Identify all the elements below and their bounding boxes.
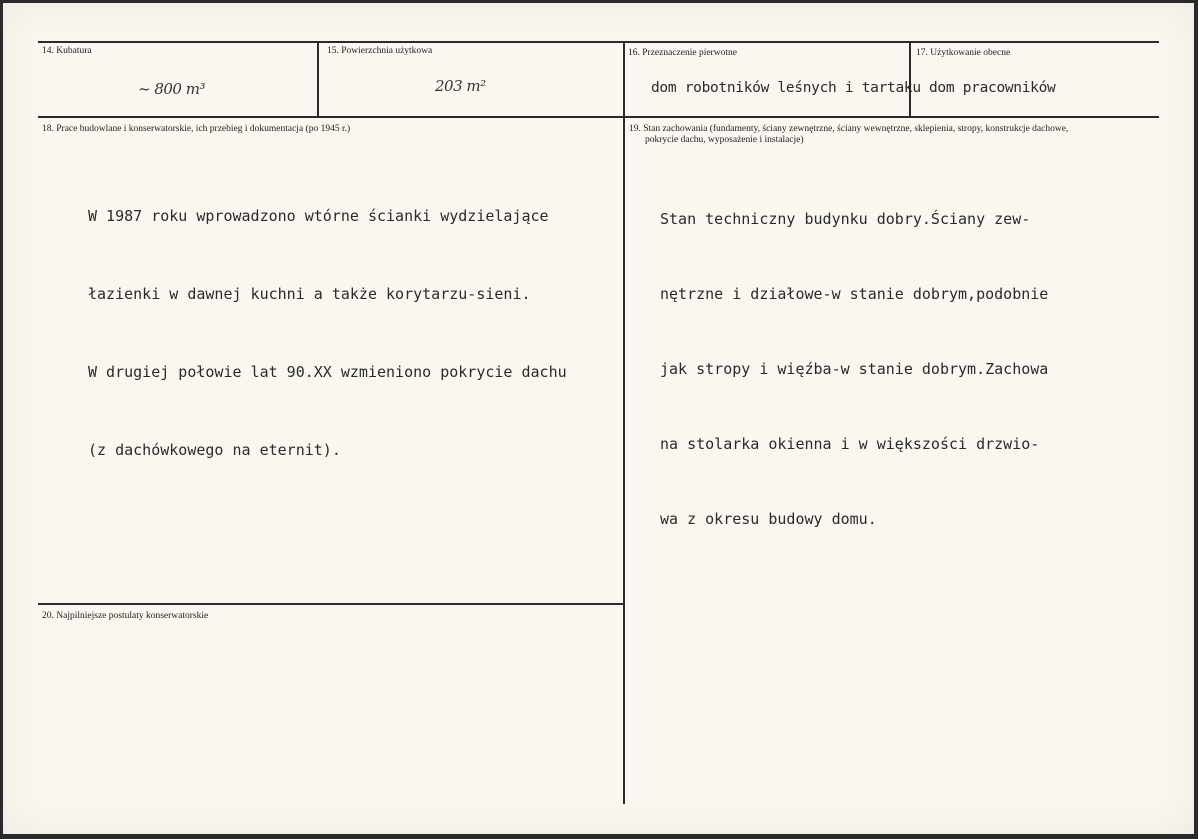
field-14-label: 14. Kubatura [42, 46, 92, 56]
field-19-label-line2: pokrycie dachu, wyposażenie i instalacje) [645, 135, 804, 145]
field-15-value: 203 m² [435, 77, 486, 95]
field-16-value: dom robotników leśnych i tartaku [651, 80, 921, 96]
field-19-line: jak stropy i więźba-w stanie dobrym.Zachowa [660, 360, 1049, 378]
field-18-line: (z dachówkowego na eternit). [88, 441, 341, 459]
field-18-label: 18. Prace budowlane i konserwatorskie, ich przebieg i dokumentacja (po 1945 r.) [42, 124, 351, 134]
row1-bottom-rule [38, 116, 1159, 118]
field-14-value: ~ 800 m³ [138, 80, 205, 98]
field-19-line: wa z okresu budowy domu. [660, 510, 877, 528]
field-18-line: łazienki w dawnej kuchni a także korytarzu-sieni. [88, 285, 531, 303]
top-rule [38, 41, 1159, 43]
field-19-line: na stolarka okienna i w większości drzwio- [660, 435, 1040, 453]
inventory-card [3, 3, 1194, 834]
field-19-label [629, 124, 1068, 146]
field-19-text [660, 157, 1048, 582]
field-16-label: 16. Przeznaczenie pierwotne [628, 48, 737, 58]
field-19-label-line1: 19. Stan zachowania (fundamenty, ściany zewnętrzne, ściany wewnętrzne, sklepienia, stropy, konstrukcje dachowe, [629, 124, 1069, 134]
field-18-line: W 1987 roku wprowadzono wtórne ścianki wydzielające [88, 207, 549, 225]
section18-bottom-rule [38, 603, 624, 605]
field-15-label: 15. Powierzchnia użytkowa [327, 46, 433, 56]
field-17-label: 17. Użytkowanie obecne [916, 48, 1011, 58]
field-19-line: Stan techniczny budynku dobry.Ściany zew- [660, 210, 1031, 228]
field-17-value: dom pracowników [929, 80, 1056, 96]
field-20-label: 20. Najpilniejsze postulaty konserwatorskie [42, 611, 209, 621]
field-18-text [88, 151, 567, 515]
field-19-line: nętrzne i działowe-w stanie dobrym,podobnie [660, 285, 1049, 303]
divider-14-15 [317, 41, 319, 118]
field-18-line: W drugiej połowie lat 90.XX wzmieniono pokrycie dachu [88, 363, 567, 381]
divider-15-16 [623, 41, 625, 804]
